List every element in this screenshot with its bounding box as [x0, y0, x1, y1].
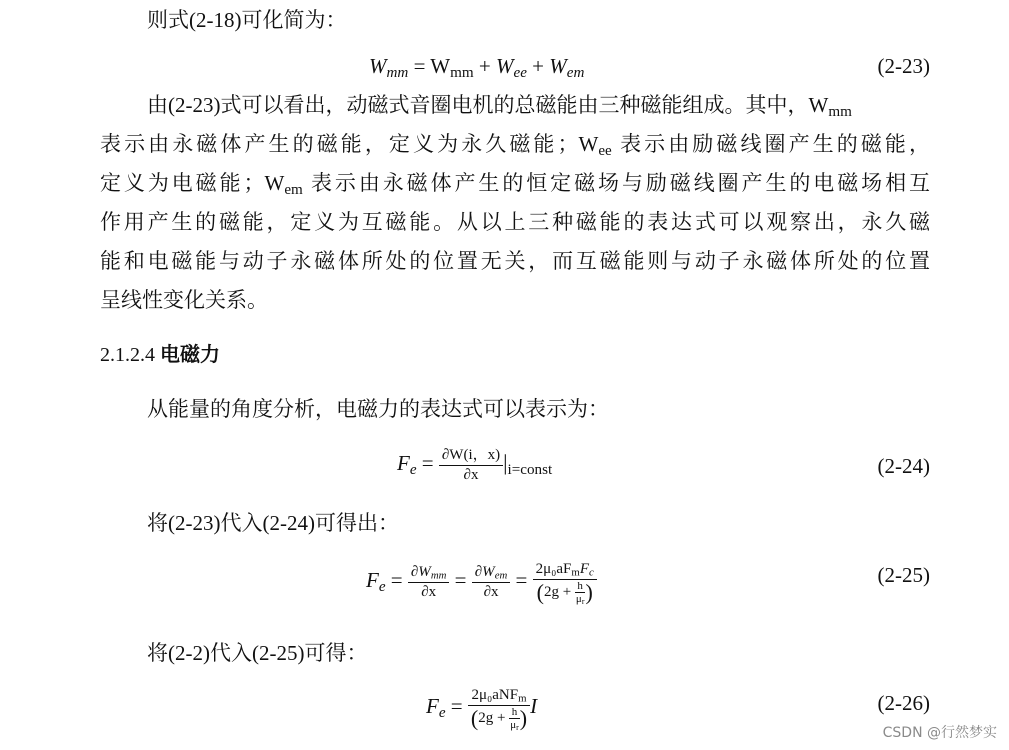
eq-symbol: W — [495, 54, 514, 78]
eq-subscript: e — [438, 704, 446, 721]
eq-subscript: i=const — [507, 461, 553, 478]
eq-subscript: e — [378, 578, 386, 595]
eq-subscript: r — [516, 722, 519, 732]
eq-symbol: ∂W — [410, 563, 431, 580]
text-run: 表示由励磁线圈产生的磁能， — [611, 132, 930, 156]
fraction-denominator — [509, 719, 520, 731]
eq-symbol: μ — [575, 592, 582, 605]
eq-symbol: F — [397, 451, 410, 475]
eq-symbol: W — [549, 54, 567, 78]
intro-line: 则式(2-18)可化简为： — [147, 8, 347, 32]
paragraph-line: 将(2-23)代入(2-24)可得出： — [147, 511, 399, 535]
paragraph-line: 能和电磁能与动子永磁体所处的位置无关，而互磁能则与动子永磁体所处的位置 — [100, 249, 930, 273]
section-title: 电磁力 — [160, 342, 220, 366]
fraction — [439, 446, 503, 485]
right-paren: ) — [519, 705, 528, 731]
eq-subscript: ee — [513, 64, 527, 81]
eq-operator: = — [408, 54, 431, 78]
eq-term: 2g + — [543, 583, 575, 600]
fraction-numerator — [533, 560, 597, 580]
eq-symbol: F — [426, 694, 439, 718]
eq-term: 2μ₀aNF — [471, 686, 519, 703]
equation-number: (2-25) — [877, 563, 930, 587]
text-run: 表示由永磁体产生的磁能，定义为永久磁能；W — [100, 132, 599, 156]
eq-subscript: r — [581, 596, 585, 606]
fraction-numerator: h — [509, 706, 520, 719]
eq-subscript: m — [518, 692, 527, 705]
fraction-numerator — [472, 563, 511, 583]
fraction-numerator: h — [575, 580, 586, 593]
eq-subscript: em — [566, 64, 585, 81]
paragraph-line: 呈线性变化关系。 — [100, 288, 268, 312]
eq-symbol: I — [530, 694, 538, 718]
fraction-denominator — [533, 580, 597, 605]
eq-operator: = — [416, 451, 439, 475]
eq-operator: + — [526, 54, 550, 78]
eq-operator: + — [473, 54, 496, 78]
paragraph-line — [100, 170, 930, 196]
eq-symbol: F — [579, 560, 589, 577]
equation-2-25 — [366, 550, 597, 610]
eq-term: 2μ₀aF — [535, 560, 572, 577]
eq-operator: = — [510, 568, 533, 592]
eq-symbol: μ — [510, 718, 517, 731]
eq-subscript: mm — [450, 64, 474, 81]
eq-subscript: em — [494, 569, 508, 582]
text-run: 由(2-23)式可以看出，动磁式音圈电机的总磁能由三种磁能组成。其中，W — [147, 93, 829, 117]
fraction — [468, 686, 530, 731]
text-run: 定义为电磁能；W — [100, 171, 285, 195]
eq-subscript: mm — [386, 64, 409, 81]
right-paren: ) — [585, 579, 593, 605]
left-paren: ( — [470, 705, 479, 731]
eq-subscript: e — [409, 461, 417, 478]
paragraph-line — [100, 131, 930, 157]
eq-symbol: F — [366, 568, 379, 592]
paragraph-line: 作用产生的磁能，定义为互磁能。从以上三种磁能的表达式可以观察出，永久磁 — [100, 210, 930, 234]
eq-subscript: mm — [430, 569, 447, 582]
fraction-numerator — [468, 686, 530, 706]
fraction-denominator: ∂x — [483, 583, 499, 600]
section-number: 2.1.2.4 — [100, 344, 160, 366]
left-paren: ( — [536, 579, 544, 605]
subscript: ee — [598, 142, 612, 159]
subscript: em — [284, 181, 303, 198]
mini-fraction — [575, 580, 586, 605]
equation-2-24 — [397, 438, 552, 488]
eq-symbol: ∂W — [474, 563, 495, 580]
fraction-denominator — [575, 593, 586, 605]
eq-operator: = — [385, 568, 408, 592]
eq-operator: = — [449, 568, 472, 592]
subscript: mm — [828, 103, 852, 120]
eq-symbol: W — [369, 54, 387, 78]
section-heading — [100, 341, 930, 368]
equation-number: (2-26) — [877, 691, 930, 715]
eq-subscript: c — [588, 566, 594, 579]
fraction — [533, 560, 597, 605]
eq-subscript: m — [571, 566, 580, 579]
eq-operator: = — [445, 694, 468, 718]
text-run: 表示由永磁体产生的恒定磁场与励磁线圈产生的电磁场相互 — [302, 171, 930, 195]
equation-number: (2-23) — [877, 54, 930, 78]
equation-number: (2-24) — [877, 454, 930, 478]
paragraph-line: 从能量的角度分析，电磁力的表达式可以表示为： — [147, 397, 609, 421]
fraction — [408, 563, 450, 602]
eq-term: 2g + — [478, 709, 510, 726]
mini-fraction — [509, 706, 520, 731]
evaluation-bar: | — [503, 450, 508, 475]
paragraph-line: 将(2-2)代入(2-25)可得： — [147, 641, 368, 665]
eq-symbol: W — [430, 54, 451, 78]
fraction — [472, 563, 511, 602]
fraction-denominator: ∂x — [463, 466, 479, 483]
watermark: CSDN @行然梦实 — [882, 725, 997, 741]
equation-2-23 — [369, 53, 584, 79]
fraction-numerator: ∂W(i，x) — [439, 446, 503, 466]
equation-2-26 — [426, 676, 537, 736]
fraction-denominator: ∂x — [421, 583, 437, 600]
fraction-denominator — [468, 706, 530, 731]
fraction-numerator — [408, 563, 450, 583]
paragraph-line — [147, 92, 930, 118]
